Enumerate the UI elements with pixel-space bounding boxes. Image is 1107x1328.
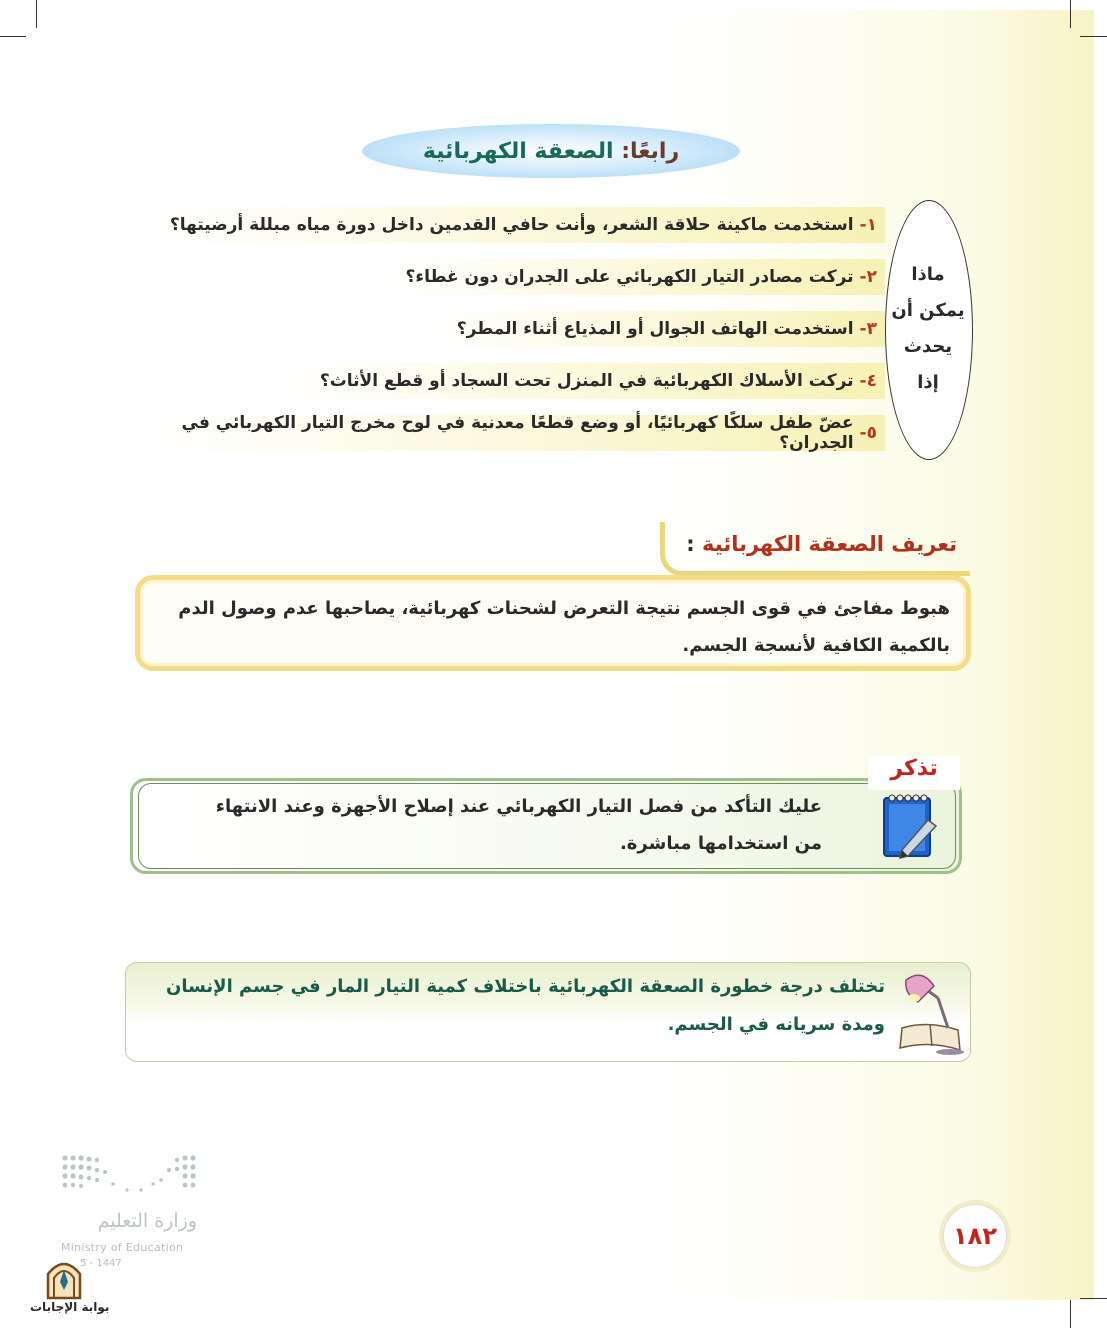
remember-text <box>170 788 822 862</box>
definition-line: هبوط مفاجئ في قوى الجسم نتيجة التعرض لشحنات كهربائية، يصاحبها عدم وصول الدم <box>178 598 950 619</box>
ministry-name-en: Ministry of Education <box>61 1241 184 1254</box>
question-prompt-ellipse <box>885 200 973 460</box>
section-number: رابعًا: <box>621 138 680 164</box>
crop-mark <box>0 36 26 37</box>
desk-lamp-book-icon <box>888 968 968 1056</box>
question-text: استخدمت ماكينة حلاقة الشعر، وأنت حافي القدمين داخل دورة مياه مبللة أرضيتها؟ <box>169 215 854 235</box>
portal-logo-icon <box>44 1256 84 1300</box>
question-number: ٥- <box>859 423 877 443</box>
definition-line: بالكمية الكافية لأنسجة الجسم. <box>682 635 950 656</box>
question-item <box>285 363 885 399</box>
ministry-name-ar: وزارة التعليم <box>97 1210 197 1232</box>
question-text: عضّ طفل سلكًا كهربائيًا، أو وضع قطعًا معدنية في لوح مخرج التيار الكهربائي في الجدران؟ <box>181 413 854 453</box>
tip-text <box>135 968 885 1044</box>
page-number: ١٨٢ <box>943 1204 1007 1268</box>
portal-name: بوابة الإجابات <box>30 1300 110 1314</box>
question-number: ٣- <box>859 319 877 339</box>
question-text: استخدمت الهاتف الجوال أو المذياع أثناء المطر؟ <box>456 319 854 339</box>
ministry-logo-icon <box>55 1150 215 1202</box>
definition-colon: : <box>686 532 695 556</box>
question-text: تركت مصادر التيار الكهربائي على الجدران دون غطاء؟ <box>405 267 854 287</box>
question-item <box>425 311 885 347</box>
crop-mark <box>1080 1298 1107 1299</box>
question-item <box>145 207 885 243</box>
prompt-word: يحدث <box>903 336 953 357</box>
crop-mark <box>36 0 37 28</box>
question-number: ٢- <box>859 267 877 287</box>
prompt-word: إذا <box>917 372 939 393</box>
section-title-text: الصعقة الكهربائية <box>422 138 614 164</box>
question-item <box>385 259 885 295</box>
notepad-pencil-icon <box>878 790 940 862</box>
question-number: ٤- <box>859 371 877 391</box>
tip-line: تختلف درجة خطورة الصعقة الكهربائية باختلاف كمية التيار المار في جسم الإنسان <box>165 976 885 997</box>
crop-mark <box>1070 0 1071 28</box>
definition-text <box>160 590 950 664</box>
question-number: ١- <box>859 215 877 235</box>
section-title <box>423 139 679 164</box>
remember-line: عليك التأكد من فصل التيار الكهربائي عند إصلاح الأجهزة وعند الانتهاء <box>215 796 822 817</box>
remember-line: من استخدامها مباشرة. <box>619 833 822 854</box>
question-item <box>145 415 885 451</box>
tip-line: ومدة سريانه في الجسم. <box>667 1014 885 1035</box>
remember-title: تذكر <box>868 756 960 790</box>
definition-title <box>686 532 957 556</box>
section-title-pill <box>362 124 740 178</box>
definition-title-text: تعريف الصعقة الكهربائية <box>702 532 957 556</box>
prompt-word: ماذا <box>911 264 945 285</box>
crop-mark <box>1070 1300 1071 1328</box>
question-text: تركت الأسلاك الكهربائية في المنزل تحت السجاد أو قطع الأثاث؟ <box>319 371 854 391</box>
crop-mark <box>1080 36 1107 37</box>
ministry-year: 5 - 1447 <box>80 1258 122 1269</box>
prompt-word: يمكن أن <box>891 300 965 321</box>
